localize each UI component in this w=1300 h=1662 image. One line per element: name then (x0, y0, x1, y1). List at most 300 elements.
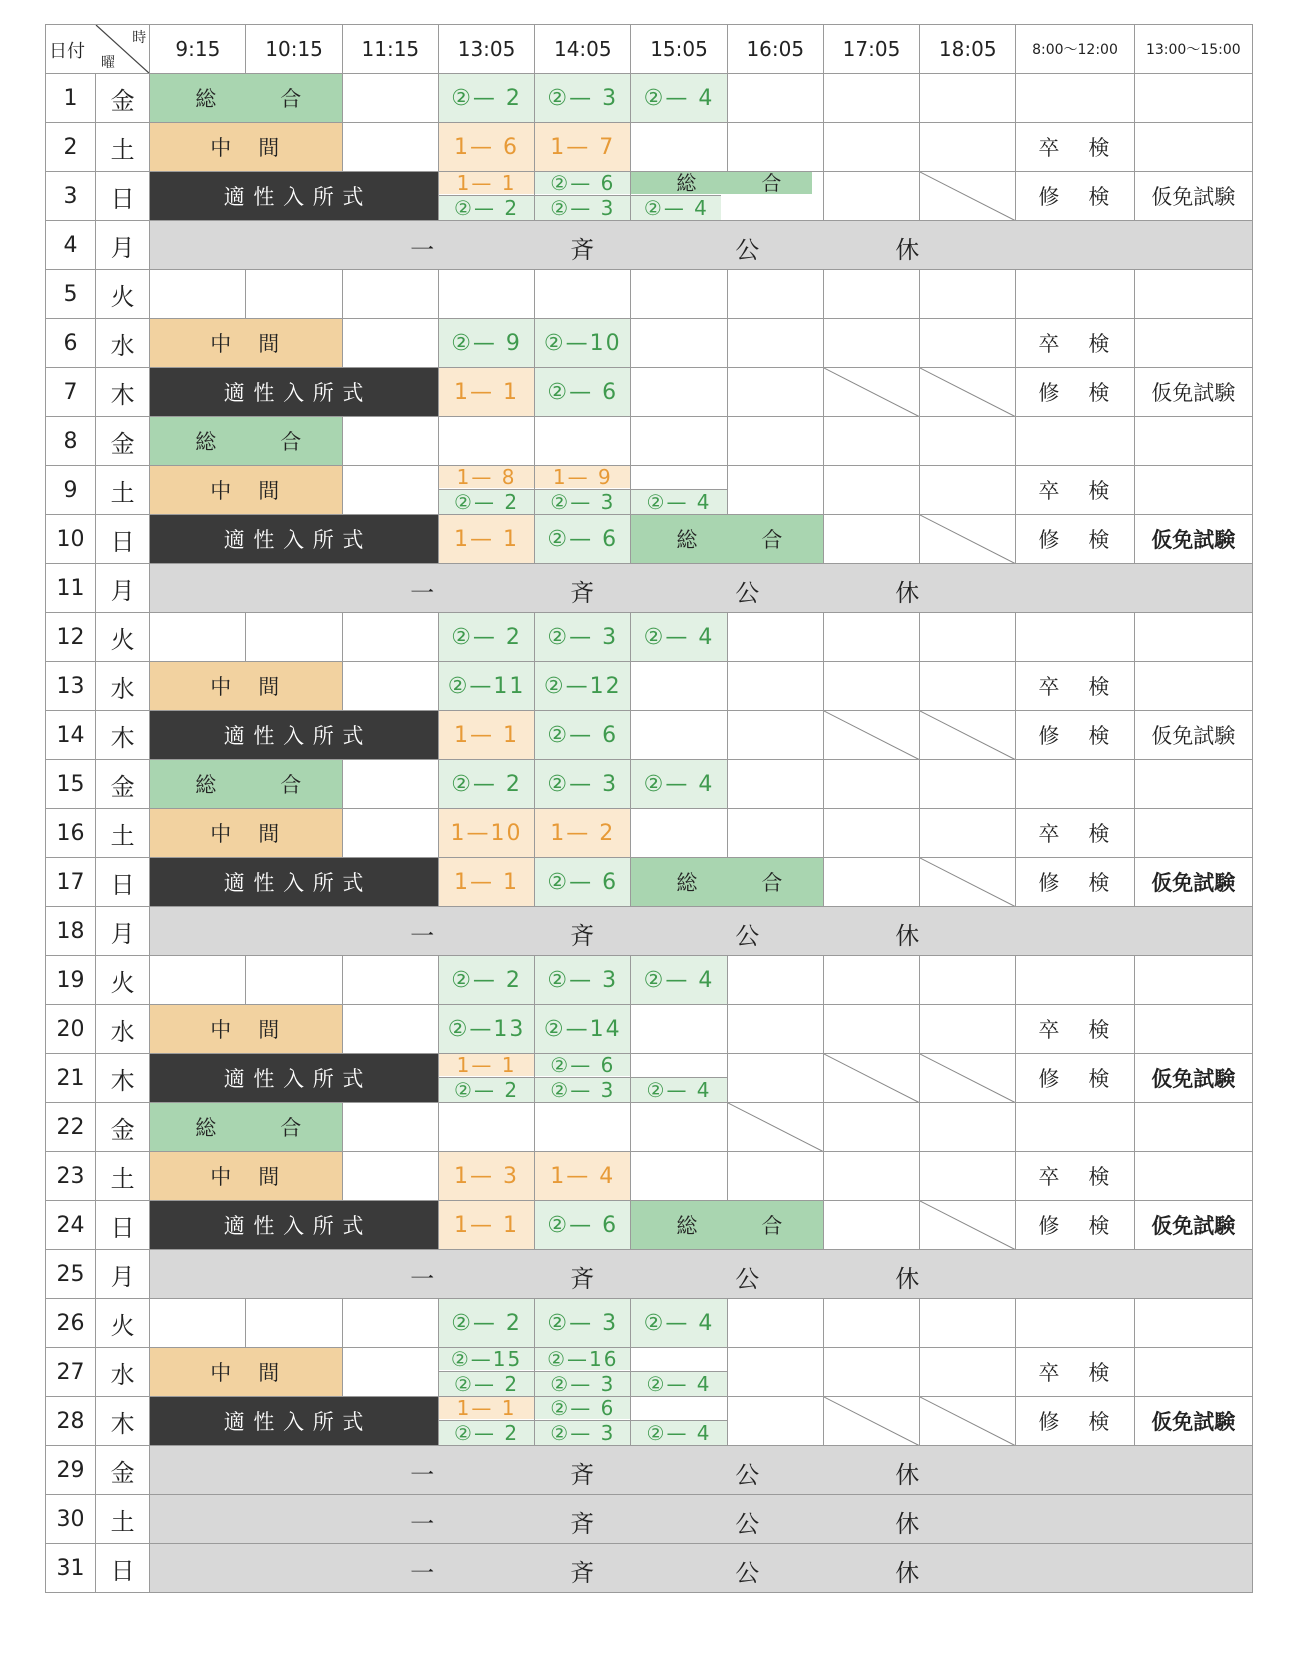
exam-char: 卒 (1038, 675, 1060, 699)
slot-1405 (535, 662, 631, 711)
slot-text: 1— 6 (454, 134, 520, 160)
day-row (46, 368, 1253, 417)
slot-1505 (631, 270, 727, 319)
day-row (46, 760, 1253, 809)
slot-text: ②— 2 (451, 624, 522, 650)
karimen-text: 仮免試験 (1151, 1410, 1236, 1434)
day-row (46, 270, 1253, 319)
chukan-cell (150, 1005, 342, 1054)
holiday-char: 斉 (570, 922, 597, 950)
slot-1305 (438, 74, 534, 123)
holiday-char: 公 (735, 922, 762, 950)
tekisei-cell (150, 368, 439, 417)
cell (727, 466, 823, 515)
diagonal-line (920, 368, 1016, 417)
slot-text: ②— 9 (451, 330, 522, 356)
pm-cell (1134, 613, 1252, 662)
slot-text-top: 1— 9 (535, 466, 630, 488)
chukan-cell (150, 123, 342, 172)
cell (727, 123, 823, 172)
day-number: 19 (46, 956, 96, 1005)
cell (823, 809, 919, 858)
day-row (46, 907, 1253, 956)
pm-cell (1134, 515, 1252, 564)
holiday-char: 休 (895, 236, 922, 264)
am-cell (1016, 515, 1134, 564)
cell (342, 123, 438, 172)
day-row (46, 1446, 1253, 1495)
day-row (46, 1299, 1253, 1348)
slot-1405 (535, 74, 631, 123)
slot-1405 (535, 809, 631, 858)
day-of-week: 火 (96, 1299, 150, 1348)
slot-1505 (631, 711, 727, 760)
slot-text: 1— 1 (454, 722, 520, 748)
cell (342, 417, 438, 466)
karimen-text: 仮免試験 (1151, 724, 1236, 748)
slot-text: ②— 3 (547, 1310, 619, 1336)
day-number: 18 (46, 907, 96, 956)
slot-1305 (438, 270, 534, 319)
day-row (46, 1152, 1253, 1201)
cell (727, 368, 823, 417)
diagonal-line (920, 711, 1016, 760)
cell (823, 858, 919, 907)
slot-text: 1— 4 (550, 1163, 616, 1189)
pm-cell (1134, 956, 1252, 1005)
cell (727, 760, 823, 809)
diagonal-line (920, 1054, 1016, 1103)
slot-1405 (535, 270, 631, 319)
slot-1405 (535, 858, 631, 907)
day-row (46, 711, 1253, 760)
pm-cell (1134, 319, 1252, 368)
pm-cell (1134, 1005, 1252, 1054)
day-number: 12 (46, 613, 96, 662)
slot-1405 (535, 417, 631, 466)
cell (823, 1299, 919, 1348)
sogo-char: 合 (761, 1214, 784, 1238)
exam-char: 検 (1088, 381, 1110, 405)
sogo-top (631, 172, 812, 194)
cell (727, 74, 823, 123)
day-row (46, 1397, 1253, 1446)
slot-text-bottom: ②— 2 (439, 1371, 534, 1396)
sogo-char: 総 (195, 1116, 218, 1140)
cell (823, 319, 919, 368)
cell (920, 417, 1016, 466)
day-number: 22 (46, 1103, 96, 1152)
day-row (46, 1348, 1253, 1397)
cell (920, 466, 1016, 515)
day-row (46, 1250, 1253, 1299)
hour-label: 時 (132, 30, 147, 46)
tekisei-text: 適 性 入 所 式 (223, 724, 365, 748)
cell (246, 956, 342, 1005)
chukan-char: 間 (258, 1361, 281, 1385)
holiday-cell (150, 221, 1253, 270)
day-number: 25 (46, 1250, 96, 1299)
holiday-char: 斉 (570, 1559, 597, 1587)
cell (920, 956, 1016, 1005)
day-of-week: 水 (96, 1005, 150, 1054)
cell (823, 1103, 919, 1152)
slot-text-bottom: ②— 3 (535, 1420, 630, 1445)
chukan-char: 中 (210, 1361, 233, 1385)
pm-cell (1134, 1397, 1252, 1446)
chukan-char: 間 (258, 1165, 281, 1189)
slot-1305 (438, 1201, 534, 1250)
holiday-char: 斉 (570, 236, 597, 264)
holiday-char: 一 (410, 1265, 437, 1293)
slot-text: ②— 3 (547, 771, 619, 797)
day-row (46, 1544, 1253, 1593)
slot-text: ②—11 (447, 673, 526, 699)
day-number: 29 (46, 1446, 96, 1495)
slot-1505 (631, 417, 727, 466)
cell (823, 368, 919, 417)
exam-char: 卒 (1038, 332, 1060, 356)
slot-1305 (438, 1103, 534, 1152)
day-number: 7 (46, 368, 96, 417)
am-cell (1016, 1054, 1134, 1103)
slot-1505 (631, 613, 727, 662)
slot-text: ②— 2 (451, 85, 522, 111)
slot-text: 1— 1 (454, 1212, 520, 1238)
chukan-char: 間 (258, 136, 281, 160)
holiday-char: 公 (735, 1510, 762, 1538)
slot-1305 (438, 319, 534, 368)
cell (920, 515, 1016, 564)
pm-cell (1134, 1348, 1252, 1397)
cell (823, 1201, 919, 1250)
cell (342, 270, 438, 319)
day-row (46, 662, 1253, 711)
am-cell (1016, 858, 1134, 907)
day-row (46, 466, 1253, 515)
time-header: 13:05 (438, 25, 534, 74)
sogo-char: 総 (676, 1214, 699, 1238)
cell (727, 809, 823, 858)
day-number: 11 (46, 564, 96, 613)
chukan-char: 間 (258, 479, 281, 503)
sogo-char: 総 (676, 171, 697, 195)
cell (920, 662, 1016, 711)
exam-char: 修 (1038, 381, 1060, 405)
slot-1305 (438, 662, 534, 711)
exam-char: 卒 (1038, 1018, 1060, 1042)
day-of-week: 日 (96, 515, 150, 564)
day-row (46, 417, 1253, 466)
day-number: 4 (46, 221, 96, 270)
holiday-char: 一 (410, 579, 437, 607)
slot-text: ②— 4 (643, 967, 715, 993)
sogo-cell (631, 515, 823, 564)
day-row (46, 956, 1253, 1005)
slot-text: 1— 1 (454, 526, 520, 552)
cell (823, 270, 919, 319)
time-header: 9:15 (150, 25, 246, 74)
exam-char: 検 (1088, 724, 1110, 748)
cell (823, 172, 919, 221)
holiday-char: 休 (895, 579, 922, 607)
chukan-char: 中 (210, 479, 233, 503)
slot-text-bottom: ②— 4 (631, 1371, 726, 1396)
cell (727, 319, 823, 368)
cell (920, 809, 1016, 858)
pm-cell (1134, 1054, 1252, 1103)
cell (727, 711, 823, 760)
day-row (46, 221, 1253, 270)
cell (727, 417, 823, 466)
day-of-week: 日 (96, 1544, 150, 1593)
slot-text-top: 1— 1 (439, 172, 534, 194)
slot-1405 (535, 466, 631, 515)
holiday-char: 一 (410, 1559, 437, 1587)
cell (823, 515, 919, 564)
slot-1405 (535, 319, 631, 368)
am-cell (1016, 1005, 1134, 1054)
pm-cell (1134, 662, 1252, 711)
slot-1405 (535, 1201, 631, 1250)
slot-text: ②— 6 (547, 722, 619, 748)
day-of-week: 木 (96, 711, 150, 760)
day-of-week: 金 (96, 74, 150, 123)
pm-cell (1134, 711, 1252, 760)
sogo-char: 総 (195, 773, 218, 797)
slot-1505 (631, 368, 727, 417)
slot-text: ②—14 (543, 1016, 622, 1042)
sogo-char: 合 (280, 773, 303, 797)
cell (823, 1397, 919, 1446)
tekisei-cell (150, 515, 439, 564)
cell (823, 613, 919, 662)
day-row (46, 1054, 1253, 1103)
day-number: 20 (46, 1005, 96, 1054)
slot-1505 (631, 1299, 727, 1348)
cell (342, 1152, 438, 1201)
day-of-week: 水 (96, 319, 150, 368)
cell (727, 1397, 823, 1446)
cell (727, 662, 823, 711)
cell (727, 1152, 823, 1201)
slot-1505 (631, 123, 727, 172)
exam-char: 修 (1038, 1410, 1060, 1434)
sogo-cell (150, 1103, 342, 1152)
day-of-week: 土 (96, 809, 150, 858)
day-row (46, 74, 1253, 123)
am-cell (1016, 809, 1134, 858)
am-cell (1016, 662, 1134, 711)
day-number: 5 (46, 270, 96, 319)
slot-text-top: 1— 1 (439, 1054, 534, 1076)
chukan-char: 間 (258, 332, 281, 356)
slot-text: ②—12 (543, 673, 622, 699)
slot-text: ②— 6 (547, 869, 619, 895)
day-number: 6 (46, 319, 96, 368)
day-of-week: 水 (96, 1348, 150, 1397)
day-of-week: 月 (96, 1250, 150, 1299)
day-of-week: 金 (96, 417, 150, 466)
pm-cell (1134, 74, 1252, 123)
slot-1305 (438, 956, 534, 1005)
holiday-char: 斉 (570, 1265, 597, 1293)
holiday-char: 一 (410, 1461, 437, 1489)
day-number: 17 (46, 858, 96, 907)
pm-cell (1134, 466, 1252, 515)
cell (920, 760, 1016, 809)
day-of-week: 金 (96, 760, 150, 809)
pm-cell (1134, 809, 1252, 858)
holiday-char: 休 (895, 1265, 922, 1293)
exam-char: 検 (1088, 1361, 1110, 1385)
cell (920, 123, 1016, 172)
slot-text-bottom: ②— 2 (439, 489, 534, 514)
day-of-week: 月 (96, 907, 150, 956)
sogo-cell (150, 74, 342, 123)
slot-1405 (535, 1299, 631, 1348)
holiday-char: 休 (895, 922, 922, 950)
pm-cell (1134, 858, 1252, 907)
exam-char: 修 (1038, 871, 1060, 895)
slot-1505 (631, 662, 727, 711)
cell (920, 1397, 1016, 1446)
time-header: 16:05 (727, 25, 823, 74)
diagonal-line (824, 1397, 920, 1446)
slot-1505 (631, 809, 727, 858)
holiday-char: 一 (410, 1510, 437, 1538)
day-number: 26 (46, 1299, 96, 1348)
sogo-char: 合 (280, 87, 303, 111)
cell (727, 1005, 823, 1054)
cell (823, 956, 919, 1005)
pm-header: 13:00〜15:00 (1134, 25, 1252, 74)
slot-text: ②— 3 (547, 624, 619, 650)
chukan-char: 中 (210, 136, 233, 160)
cell (727, 956, 823, 1005)
day-row (46, 1495, 1253, 1544)
day-of-week: 木 (96, 1054, 150, 1103)
slot-text-bottom: ②— 3 (535, 489, 630, 514)
tekisei-cell (150, 1397, 439, 1446)
slot-text: 1— 1 (454, 869, 520, 895)
exam-char: 卒 (1038, 136, 1060, 160)
chukan-cell (150, 319, 342, 368)
diagonal-line (920, 515, 1016, 564)
cell (920, 368, 1016, 417)
diagonal-line (824, 1054, 920, 1103)
diagonal-line (920, 1397, 1016, 1446)
karimen-text: 仮免試験 (1151, 528, 1236, 552)
chukan-char: 中 (210, 675, 233, 699)
sogo-char: 合 (761, 871, 784, 895)
slot-1405 (535, 1348, 631, 1397)
holiday-char: 公 (735, 1559, 762, 1587)
slot-1505 (631, 466, 727, 515)
day-of-week: 水 (96, 662, 150, 711)
cell (150, 270, 246, 319)
holiday-char: 公 (735, 1265, 762, 1293)
day-row (46, 1005, 1253, 1054)
day-of-week: 日 (96, 172, 150, 221)
pm-cell (1134, 123, 1252, 172)
holiday-cell (150, 907, 1253, 956)
slot-1405 (535, 123, 631, 172)
time-header: 15:05 (631, 25, 727, 74)
slot-text-bottom: ②— 4 (631, 1077, 726, 1102)
chukan-char: 間 (258, 1018, 281, 1042)
cell (342, 809, 438, 858)
exam-char: 検 (1088, 1214, 1110, 1238)
am-cell (1016, 466, 1134, 515)
cell (342, 1005, 438, 1054)
chukan-cell (150, 662, 342, 711)
exam-char: 検 (1088, 1165, 1110, 1189)
holiday-char: 斉 (570, 1461, 597, 1489)
sogo-cell (150, 760, 342, 809)
slot-text: 1— 7 (550, 134, 616, 160)
cell (246, 270, 342, 319)
day-row (46, 515, 1253, 564)
karimen-text: 仮免試験 (1151, 871, 1236, 895)
slot-1405 (535, 711, 631, 760)
slot-1305 (438, 368, 534, 417)
slot-1505 (631, 1348, 727, 1397)
slot-1505 (631, 319, 727, 368)
slot-1405 (535, 760, 631, 809)
cell (920, 613, 1016, 662)
exam-char: 検 (1088, 871, 1110, 895)
am-cell (1016, 1397, 1134, 1446)
chukan-char: 中 (210, 1165, 233, 1189)
cell (920, 1299, 1016, 1348)
sogo-split-cell (631, 172, 823, 221)
day-number: 13 (46, 662, 96, 711)
am-cell (1016, 1201, 1134, 1250)
day-row (46, 123, 1253, 172)
day-number: 27 (46, 1348, 96, 1397)
slot-text: ②— 6 (547, 379, 619, 405)
cell (823, 662, 919, 711)
slot-1305 (438, 1054, 534, 1103)
slot-text-bottom: ②— 2 (439, 1077, 534, 1102)
cell (823, 466, 919, 515)
cell (823, 74, 919, 123)
slot-text: ②— 4 (643, 771, 715, 797)
slot-text: ②— 3 (547, 85, 619, 111)
diagonal-line (824, 711, 920, 760)
slot-text: 1—10 (450, 820, 523, 846)
slot-1305 (438, 417, 534, 466)
day-number: 31 (46, 1544, 96, 1593)
cell (920, 1103, 1016, 1152)
cell (342, 1103, 438, 1152)
slot-text-bottom: ②— 3 (535, 1371, 630, 1396)
slot-text: ②— 2 (451, 967, 522, 993)
cell (823, 711, 919, 760)
day-number: 30 (46, 1495, 96, 1544)
holiday-cell (150, 1446, 1253, 1495)
cell (727, 1299, 823, 1348)
am-cell (1016, 368, 1134, 417)
holiday-char: 公 (735, 579, 762, 607)
slot-text-bottom: ②— 2 (439, 195, 534, 220)
day-of-week: 火 (96, 613, 150, 662)
day-of-week: 金 (96, 1103, 150, 1152)
chukan-char: 中 (210, 332, 233, 356)
header-row (46, 25, 1253, 74)
sogo-char: 総 (195, 430, 218, 454)
